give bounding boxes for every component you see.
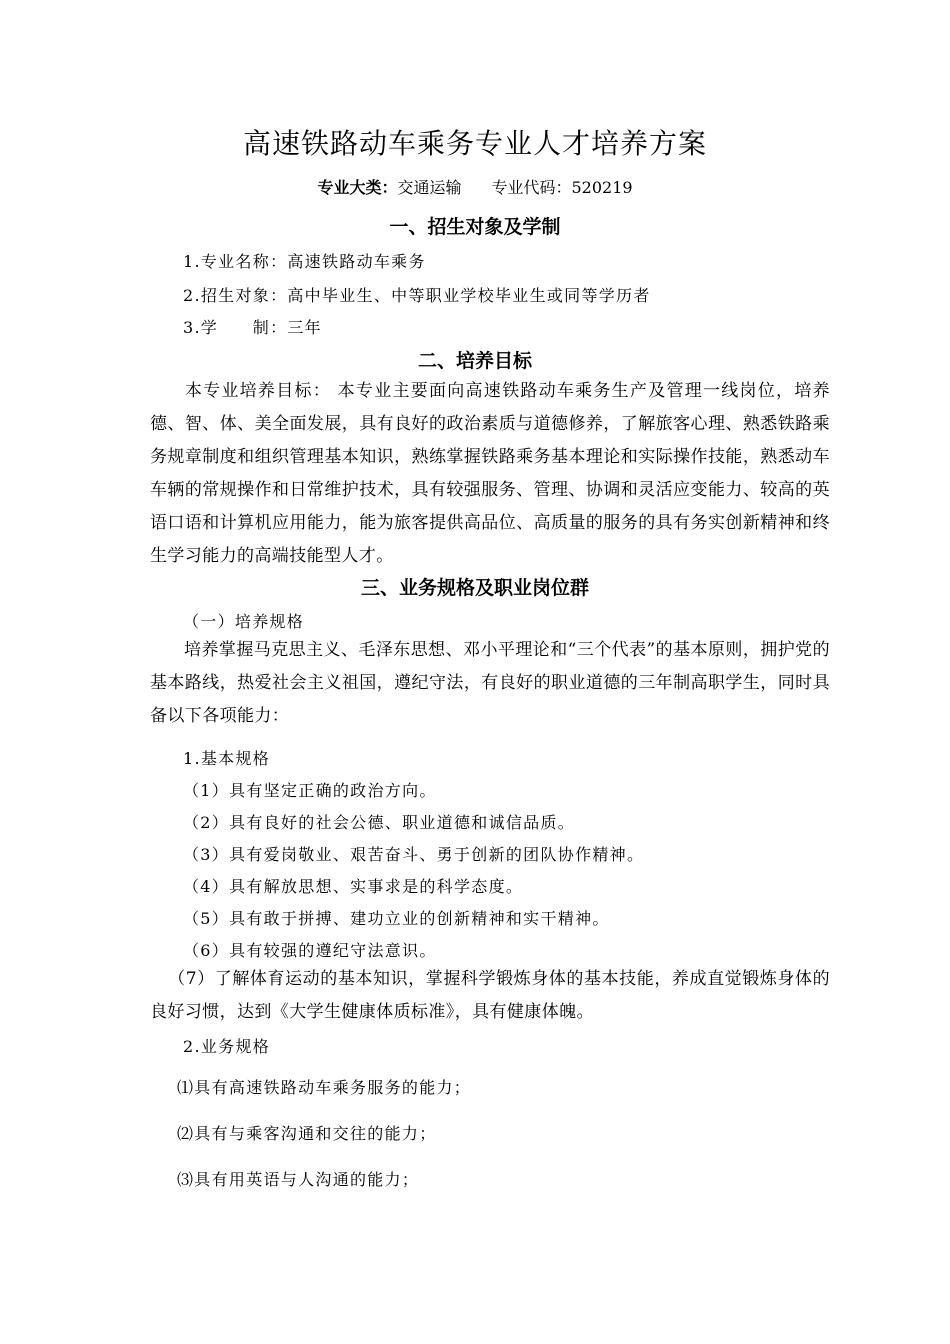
category-label: 专业大类： (317, 178, 398, 197)
business-spec-item: ⑶具有用英语与人沟通的能力； (177, 1170, 420, 1189)
section-heading-3: 三、业务规格及职业岗位群 (360, 577, 589, 599)
section1-item: 2.招生对象：高中毕业生、中等职业学校毕业生或同等学历者 (183, 286, 651, 305)
code-label: 专业代码： (491, 178, 572, 197)
intro-paragraph (150, 634, 830, 733)
document-title: 高速铁路动车乘务专业人才培养方案 (242, 127, 707, 160)
item7-text: （7）了解体育运动的基本知识，掌握科学锻炼身体的基本技能，养成直觉锻炼身体的良好习惯，达到《大学生健康体质标准》，具有健康体魄。 (150, 969, 830, 1022)
basic-spec-item: （1）具有坚定正确的政治方向。 (183, 781, 437, 800)
business-spec-item: ⑴具有高速铁路动车乘务服务的能力； (177, 1078, 472, 1097)
section1-item: 3.学 制：三年 (183, 318, 322, 337)
training-goal-text: 本专业培养目标： 本专业主要面向高速铁路动车乘务生产及管理一线岗位，培养德、智、体、美全面发展，具有良好的政治素质与道德修养，了解旅客心理、熟悉铁路乘务规章制度和组织管理基本知识，熟练掌握铁路乘务基本理论和实际操作技能，熟悉动车车辆的常规操作和日常维护技术，具有较强服务、管理、协调和灵活应变能力、较高的英语口语和计算机应用能力，能为旅客提供高品位、高质量的服务的具有务实创新精神和终生学习能力的高端技能型人才。 (150, 381, 830, 566)
basic-spec-item: （6）具有较强的遵纪守法意识。 (183, 941, 437, 960)
basic-spec-item: （4）具有解放思想、实事求是的科学态度。 (183, 877, 524, 896)
basic-spec-item: （5）具有敢于拼搏、建功立业的创新精神和实干精神。 (183, 909, 610, 928)
basic-spec-item: （3）具有爱岗敬业、艰苦奋斗、勇于创新的团队协作精神。 (183, 845, 645, 864)
business-spec-title: 2.业务规格 (183, 1037, 271, 1056)
section1-item: 1.专业名称：高速铁路动车乘务 (183, 252, 426, 271)
category-value: 交通运输 (397, 178, 462, 197)
code-value: 520219 (571, 178, 633, 197)
major-info-line (0, 175, 950, 198)
intro-text: 培养掌握马克思主义、毛泽东思想、邓小平理论和“三个代表”的基本原则，拥护党的基本路线，热爱社会主义祖国，遵纪守法，有良好的职业道德的三年制高职学生，同时具备以下各项能力： (150, 640, 830, 726)
basic-spec-item: （2）具有良好的社会公德、职业道德和诚信品质。 (183, 813, 576, 832)
basic-spec-item-7 (150, 963, 830, 1029)
training-goal-paragraph (150, 375, 830, 573)
section-heading-2: 二、培养目标 (417, 350, 532, 372)
business-spec-item: ⑵具有与乘客沟通和交往的能力； (177, 1124, 437, 1143)
section-heading-1: 一、招生对象及学制 (389, 216, 561, 238)
basic-spec-title: 1.基本规格 (183, 749, 271, 768)
sub-heading-training-spec: （一）培养规格 (183, 612, 305, 631)
